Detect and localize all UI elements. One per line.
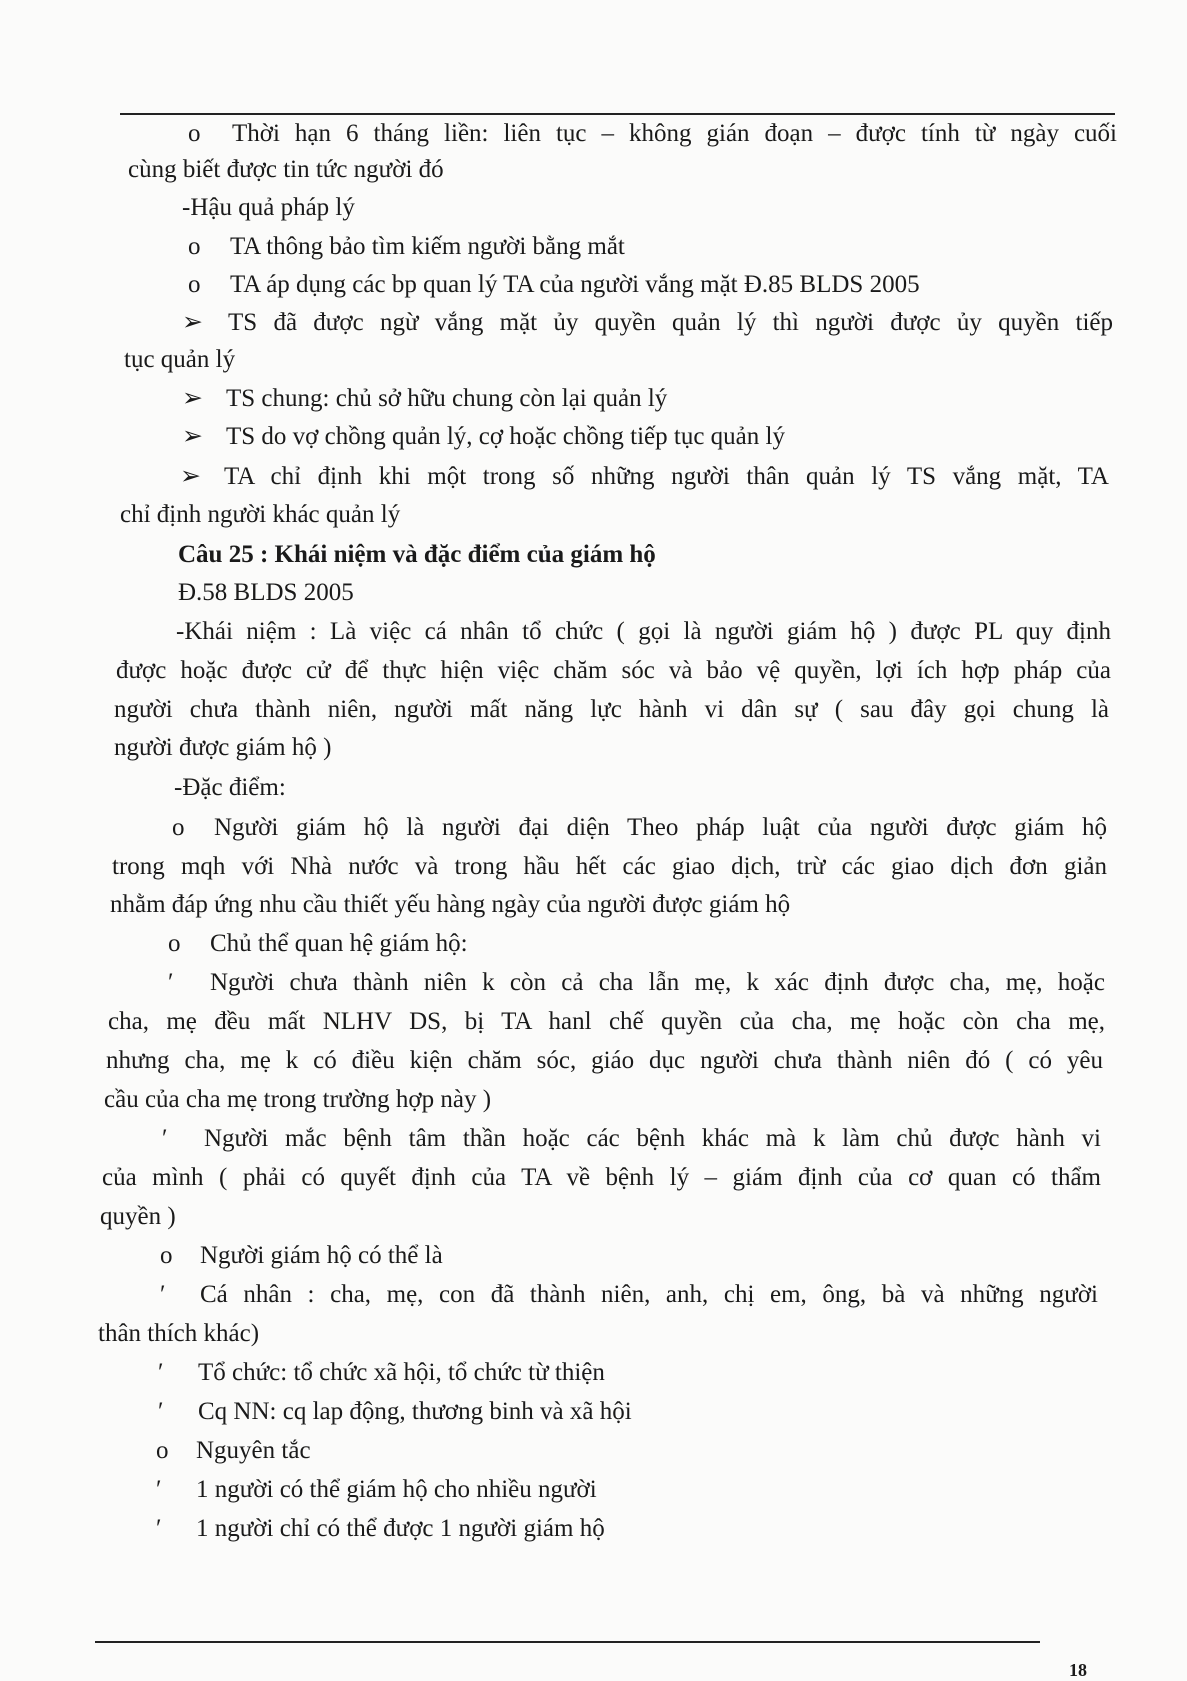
- text-line: trong mqh với Nhà nước và trong hầu hết các giao dịch, trừ các giao dịch đơn giản: [112, 853, 1107, 880]
- tick-marker: ′: [162, 1125, 168, 1152]
- tick-marker: ′: [168, 969, 174, 996]
- text-line: chỉ định người khác quản lý: [120, 501, 401, 528]
- bullet-marker: o: [160, 1242, 173, 1269]
- text-line: thân thích khác): [98, 1320, 260, 1347]
- text-line: người được giám hộ ): [114, 734, 332, 761]
- text-line: Người mắc bệnh tâm thần hoặc các bệnh khác mà k làm chủ được hành vi: [204, 1125, 1101, 1152]
- text-line: Đ.58 BLDS 2005: [178, 579, 354, 606]
- text-line: TS do vợ chồng quản lý, cợ hoặc chồng tiếp tục quản lý: [226, 423, 785, 450]
- text-line: TA thông bảo tìm kiếm người bằng mắt: [230, 233, 625, 260]
- dash-item: -Hậu quả pháp lý: [182, 194, 355, 221]
- footer-rule: [95, 1641, 1040, 1643]
- text-line: Nguyên tắc: [196, 1437, 311, 1464]
- text-line: Cq NN: cq lap động, thương binh và xã hội: [198, 1398, 632, 1425]
- arrow-marker: ➢: [180, 463, 201, 490]
- text-line: Chủ thể quan hệ giám hộ:: [210, 930, 468, 957]
- bullet-marker: o: [168, 930, 181, 957]
- text-line: TA chỉ định khi một trong số những người thân quản lý TS vắng mặt, TA: [224, 463, 1109, 490]
- text-line: Tổ chức: tổ chức xã hội, tổ chức từ thiện: [198, 1359, 605, 1386]
- arrow-marker: ➢: [182, 423, 203, 450]
- dash-item: -Đặc điểm:: [174, 774, 286, 801]
- text-line: nhằm đáp ứng nhu cầu thiết yếu hàng ngày của người được giám hộ: [110, 891, 791, 918]
- bullet-marker: o: [156, 1437, 169, 1464]
- tick-marker: ′: [158, 1398, 164, 1425]
- text-line: cầu của cha mẹ trong trường hợp này ): [104, 1086, 492, 1113]
- section-heading: Câu 25 : Khái niệm và đặc điểm của giám hộ: [178, 541, 656, 568]
- text-line: TA áp dụng các bp quan lý TA của người vắng mặt Đ.85 BLDS 2005: [230, 271, 920, 298]
- text-line: người chưa thành niên, người mất năng lực hành vi dân sự ( sau đây gọi chung là: [114, 696, 1109, 723]
- arrow-marker: ➢: [182, 385, 203, 412]
- text-line: nhưng cha, mẹ k có điều kiện chăm sóc, giáo dục người chưa thành niên đó ( có yêu: [106, 1047, 1103, 1074]
- bullet-marker: o: [172, 814, 185, 841]
- text-line: TS đã được ngừ vắng mặt ủy quyền quản lý thì người được ủy quyền tiếp: [228, 309, 1113, 336]
- text-line: cha, mẹ đều mất NLHV DS, bị TA hanl chế quyền của cha, mẹ hoặc còn cha mẹ,: [108, 1008, 1105, 1035]
- bullet-marker: o: [188, 120, 201, 147]
- text-line: Người chưa thành niên k còn cả cha lẫn mẹ, k xác định được cha, mẹ, hoặc: [210, 969, 1105, 996]
- text-line: Cá nhân : cha, mẹ, con đã thành niên, anh, chị em, ông, bà và những người: [200, 1281, 1098, 1308]
- text-line: quyền ): [100, 1203, 176, 1230]
- tick-marker: ′: [156, 1476, 162, 1503]
- page-number: 18: [1069, 1660, 1087, 1680]
- text-line: cùng biết được tin tức người đó: [128, 156, 444, 183]
- text-line: Người giám hộ là người đại diện Theo pháp luật của người được giám hộ: [214, 814, 1107, 841]
- bullet-marker: o: [188, 233, 201, 260]
- tick-marker: ′: [158, 1359, 164, 1386]
- tick-marker: ′: [156, 1515, 162, 1542]
- text-line: TS chung: chủ sở hữu chung còn lại quản lý: [226, 385, 668, 412]
- text-line: được hoặc được cử để thực hiện việc chăm sóc và bảo vệ quyền, lợi ích hợp pháp của: [116, 657, 1111, 684]
- text-line: 1 người có thể giám hộ cho nhiều người: [196, 1476, 597, 1503]
- text-line: tục quản lý: [124, 346, 236, 373]
- header-rule: [120, 113, 1115, 115]
- tick-marker: ′: [160, 1281, 166, 1308]
- text-line: của mình ( phải có quyết định của TA về bệnh lý – giám định của cơ quan có thẩm: [102, 1164, 1101, 1191]
- text-line: Thời hạn 6 tháng liền: liên tục – không gián đoạn – được tính từ ngày cuối: [232, 120, 1117, 147]
- text-line: Người giám hộ có thể là: [200, 1242, 443, 1269]
- arrow-marker: ➢: [182, 309, 203, 336]
- dash-item: -Khái niệm : Là việc cá nhân tổ chức ( gọi là người giám hộ ) được PL quy định: [176, 618, 1111, 645]
- text-line: 1 người chỉ có thể được 1 người giám hộ: [196, 1515, 605, 1542]
- bullet-marker: o: [188, 271, 201, 298]
